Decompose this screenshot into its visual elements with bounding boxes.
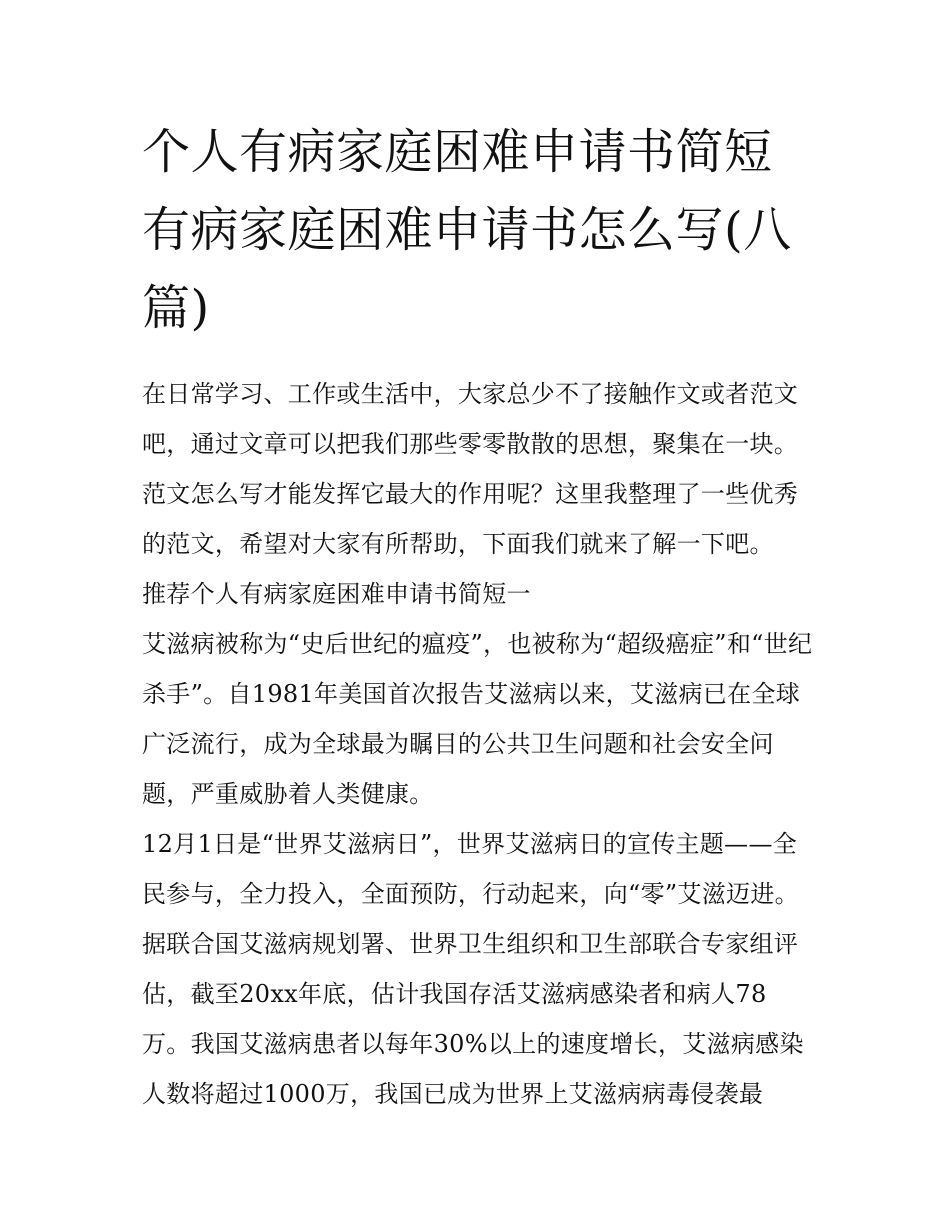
document-body [142,113,814,1119]
document-title: 个人有病家庭困难申请书简短有病家庭困难申请书怎么写(八篇) [142,124,792,336]
body-paragraph: 艾滋病被称为“史后世纪的瘟疫”，也被称为“超级癌症”和“世纪杀手”。自1981年美国首次报告艾滋病以来，艾滋病已在全球广泛流行，成为全球最为瞩目的公共卫生问题和社会安全问题，严重威胁着人类健康。 [142,630,813,808]
intro-paragraph: 在日常学习、工作或生活中，大家总少不了接触作文或者范文吧，通过文章可以把我们那些零零散散的思想，聚集在一块。范文怎么写才能发挥它最大的作用呢？这里我整理了一些优秀的范文，希望对大家有所帮助，下面我们就来了解一下吧。 [142,380,799,558]
section-heading: 推荐个人有病家庭困难申请书简短一 [142,580,531,608]
body-paragraph: 12月1日是“世界艾滋病日”，世界艾滋病日的宣传主题——全民参与，全力投入，全面预防，行动起来，向“零”艾滋迈进。据联合国艾滋病规划署、世界卫生组织和卫生部联合专家组评估，截至20xx年底，估计我国存活艾滋病感染者和病人78万。我国艾滋病患者以每年30%以上的速度增长，艾滋病感染人数将超过1000万，我国已成为世界上艾滋病病毒侵袭最 [142,830,804,1108]
